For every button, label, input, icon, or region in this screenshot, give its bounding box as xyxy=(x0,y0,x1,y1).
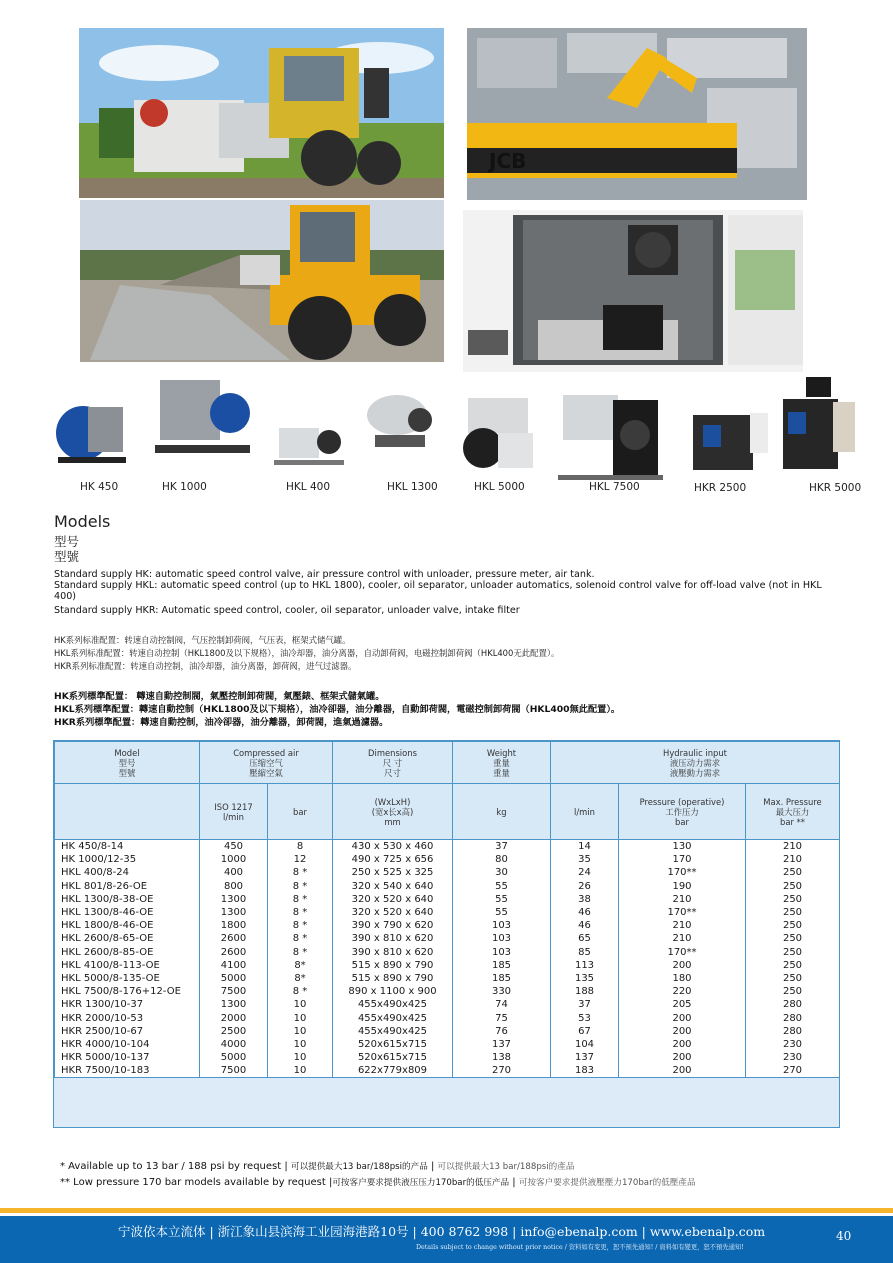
hkr5000-product-image xyxy=(778,377,860,477)
table-cell: 170** xyxy=(619,946,746,959)
footnote-170bar: ** Low pressure 170 bar models available by request |可按客户要求提供液压压力170bar的低压产品 | 可按客户要求提供液壓壓力170bar的低壓產品 xyxy=(60,1177,696,1188)
table-cell: 320 x 520 x 640 xyxy=(333,893,453,906)
product-label-hkr5000: HKR 5000 xyxy=(809,482,862,494)
table-cell: 76 xyxy=(453,1025,551,1038)
table-cell: 46 xyxy=(551,906,619,919)
svg-text:JCB: JCB xyxy=(489,149,527,173)
model-cell: HKR 2000/10-53 xyxy=(55,1011,200,1024)
table-cell: 8 * xyxy=(268,866,333,879)
table-cell: 65 xyxy=(551,932,619,945)
table-cell: 800 xyxy=(200,880,268,893)
table-cell: 188 xyxy=(551,985,619,998)
table-cell: 210 xyxy=(619,893,746,906)
table-cell: 74 xyxy=(453,998,551,1011)
table-cell: 390 x 810 x 620 xyxy=(333,946,453,959)
table-cell: 280 xyxy=(746,998,840,1011)
standard-supply-hkl: Standard supply HKL: automatic speed control (up to HKL 1800), cooler, oil separator, unloader automatics, solenoid control valve for off-load valve (not in HKL 400) xyxy=(54,580,822,603)
table-cell: 250 xyxy=(746,932,840,945)
table-cell: 250 xyxy=(746,959,840,972)
table-cell: 75 xyxy=(453,1011,551,1024)
header-model-blank xyxy=(55,784,200,840)
standard-supply-hkr-cn-simplified: HKR系列标准配置：转速自动控制，油冷却器，油分离器，卸荷阀，进气过滤器。 xyxy=(54,661,357,671)
product-label-hkl5000: HKL 5000 xyxy=(474,481,525,493)
table-cell: 8* xyxy=(268,959,333,972)
table-cell: 170 xyxy=(619,853,746,866)
model-cell: HKR 4000/10-104 xyxy=(55,1038,200,1051)
table-cell: 24 xyxy=(551,866,619,879)
table-cell: 185 xyxy=(453,972,551,985)
table-cell: 220 xyxy=(619,985,746,998)
table-cell: 520x615x715 xyxy=(333,1051,453,1064)
models-heading-cn-simplified: 型号 xyxy=(54,534,80,549)
table-cell: 270 xyxy=(746,1064,840,1078)
specification-table xyxy=(53,740,840,1128)
table-cell: 200 xyxy=(619,1051,746,1064)
table-cell: 80 xyxy=(453,853,551,866)
table-row xyxy=(55,880,840,893)
table-row xyxy=(55,1051,840,1064)
header-bar: bar xyxy=(268,784,333,840)
header-max-pressure: Max. Pressure 最大压力 bar ** xyxy=(746,784,840,840)
table-cell: 250 xyxy=(746,880,840,893)
table-cell: 37 xyxy=(453,840,551,854)
table-cell: 250 x 525 x 325 xyxy=(333,866,453,879)
table-cell: 450 xyxy=(200,840,268,854)
model-cell: HKR 2500/10-67 xyxy=(55,1025,200,1038)
table-cell: 190 xyxy=(619,880,746,893)
model-cell: HKL 1300/8-46-OE xyxy=(55,906,200,919)
table-cell: 138 xyxy=(453,1051,551,1064)
table-cell: 250 xyxy=(746,972,840,985)
table-cell: 200 xyxy=(619,1038,746,1051)
footnote-13bar: * Available up to 13 bar / 188 psi by request | 可以提供最大13 bar/188psi的产品 | 可以提供最大13 bar/188psi的產品 xyxy=(60,1161,575,1172)
table-cell: 250 xyxy=(746,946,840,959)
table-cell: 55 xyxy=(453,880,551,893)
table-cell: 14 xyxy=(551,840,619,854)
table-cell: 135 xyxy=(551,972,619,985)
table-cell: 250 xyxy=(746,893,840,906)
table-cell: 250 xyxy=(746,985,840,998)
table-cell: 103 xyxy=(453,932,551,945)
table-cell: 455x490x425 xyxy=(333,1025,453,1038)
table-cell: 4000 xyxy=(200,1038,268,1051)
standard-supply-hkl-cn-traditional: HKL系列標準配置：轉速自動控制（HKL1800及以下規格），油冷卻器，油分離器，自動卸荷閥，電磁控制卸荷閥（HKL400無此配置）。 xyxy=(54,704,621,715)
product-label-hkr2500: HKR 2500 xyxy=(694,482,747,494)
product-label-hkl400: HKL 400 xyxy=(286,481,331,493)
table-cell: 622x779x809 xyxy=(333,1064,453,1078)
table-row xyxy=(55,866,840,879)
table-cell: 515 x 890 x 790 xyxy=(333,959,453,972)
table-row xyxy=(55,893,840,906)
table-cell: 183 xyxy=(551,1064,619,1078)
table-row xyxy=(55,972,840,985)
model-cell: HKL 801/8-26-OE xyxy=(55,880,200,893)
table-cell: 10 xyxy=(268,998,333,1011)
table-cell: 455x490x425 xyxy=(333,998,453,1011)
table-cell: 320 x 540 x 640 xyxy=(333,880,453,893)
standard-supply-hkl-cn-simplified: HKL系列标准配置：转速自动控制（HKL1800及以下规格），油冷却器，油分离器，自动卸荷阀，电磁控制卸荷阀（HKL400无此配置）。 xyxy=(54,648,560,658)
table-cell: 515 x 890 x 790 xyxy=(333,972,453,985)
table-cell: 26 xyxy=(551,880,619,893)
header-lmin: l/min xyxy=(551,784,619,840)
table-cell: 390 x 790 x 620 xyxy=(333,919,453,932)
table-cell: 8 * xyxy=(268,985,333,998)
table-cell: 400 xyxy=(200,866,268,879)
footer-contact: 宁波依本立流体 | 浙江象山县滨海工业园海港路10号 | 400 8762 998 | info@ebenalp.com | www.ebenalp.com xyxy=(118,1224,766,1239)
hk450-product-image xyxy=(53,395,128,465)
table-cell: 230 xyxy=(746,1038,840,1051)
model-cell: HKR 7500/10-183 xyxy=(55,1064,200,1078)
table-cell: 137 xyxy=(551,1051,619,1064)
hkl400-product-image xyxy=(274,420,344,468)
model-cell: HKL 2600/8-85-OE xyxy=(55,946,200,959)
models-heading: Models xyxy=(54,512,111,531)
table-cell: 170** xyxy=(619,866,746,879)
table-cell: 320 x 520 x 640 xyxy=(333,906,453,919)
table-cell: 8 * xyxy=(268,946,333,959)
header-hydraulic-input: Hydraulic input 液压动力需求 液壓動力需求 xyxy=(551,742,840,784)
models-heading-cn-traditional: 型號 xyxy=(54,549,80,564)
table-cell: 1000 xyxy=(200,853,268,866)
table-cell: 210 xyxy=(746,840,840,854)
standard-supply-hkr: Standard supply HKR: Automatic speed control, cooler, oil separator, unloader valve, intake filter xyxy=(54,605,520,616)
table-cell: 270 xyxy=(453,1064,551,1078)
table-cell: 37 xyxy=(551,998,619,1011)
table-cell: 890 x 1100 x 900 xyxy=(333,985,453,998)
product-label-hk1000: HK 1000 xyxy=(162,481,207,493)
table-cell: 55 xyxy=(453,893,551,906)
model-cell: HKL 7500/8-176+12-OE xyxy=(55,985,200,998)
table-row xyxy=(55,919,840,932)
table-cell: 2500 xyxy=(200,1025,268,1038)
table-cell: 200 xyxy=(619,1011,746,1024)
table-cell: 30 xyxy=(453,866,551,879)
table-cell: 250 xyxy=(746,906,840,919)
table-cell: 330 xyxy=(453,985,551,998)
table-cell: 35 xyxy=(551,853,619,866)
model-cell: HKL 2600/8-65-OE xyxy=(55,932,200,945)
table-cell: 185 xyxy=(453,959,551,972)
model-cell: HK 450/8-14 xyxy=(55,840,200,854)
wheel-loader-photo xyxy=(80,200,444,362)
table-cell: 7500 xyxy=(200,985,268,998)
table-cell: 103 xyxy=(453,946,551,959)
table-cell: 1300 xyxy=(200,906,268,919)
standard-supply-hkr-cn-traditional: HKR系列標準配置：轉速自動控制，油冷卻器，油分離器，卸荷閥，進氣過濾器。 xyxy=(54,717,389,728)
table-cell: 5000 xyxy=(200,1051,268,1064)
table-cell: 46 xyxy=(551,919,619,932)
table-cell: 8 * xyxy=(268,932,333,945)
product-label-hk450: HK 450 xyxy=(80,481,119,493)
model-cell: HKL 1800/8-46-OE xyxy=(55,919,200,932)
table-cell: 103 xyxy=(453,919,551,932)
table-cell: 10 xyxy=(268,1025,333,1038)
table-row xyxy=(55,946,840,959)
hk1000-product-image xyxy=(155,375,250,455)
standard-supply-hk-cn-simplified: HK系列标准配置：转速自动控制阀，气压控制卸荷阀，气压表，框架式储气罐。 xyxy=(54,635,351,645)
table-cell: 520x615x715 xyxy=(333,1038,453,1051)
van-interior-photo xyxy=(463,210,803,372)
table-cell: 10 xyxy=(268,1038,333,1051)
table-cell: 210 xyxy=(746,853,840,866)
table-cell: 4100 xyxy=(200,959,268,972)
table-cell: 230 xyxy=(746,1051,840,1064)
excavator-photo xyxy=(467,28,807,200)
hkl1300-product-image xyxy=(365,390,435,450)
table-row xyxy=(55,906,840,919)
table-cell: 10 xyxy=(268,1011,333,1024)
hkl5000-product-image xyxy=(458,393,538,473)
header-dimension-unit: (WxLxH) (宽x长x高) mm xyxy=(333,784,453,840)
table-cell: 10 xyxy=(268,1064,333,1078)
model-cell: HKR 1300/10-37 xyxy=(55,998,200,1011)
table-cell: 2000 xyxy=(200,1011,268,1024)
table-cell: 8 * xyxy=(268,880,333,893)
product-label-hkl1300: HKL 1300 xyxy=(387,481,438,493)
tractor-rail-photo xyxy=(79,28,444,198)
header-pressure-operative: Pressure (operative) 工作压力 bar xyxy=(619,784,746,840)
model-cell: HKL 4100/8-113-OE xyxy=(55,959,200,972)
table-cell: 170** xyxy=(619,906,746,919)
table-row xyxy=(55,1025,840,1038)
page-number: 40 xyxy=(836,1229,852,1243)
table-cell: 205 xyxy=(619,998,746,1011)
table-cell: 67 xyxy=(551,1025,619,1038)
header-compressed-air: Compressed air 压缩空气 壓縮空氣 xyxy=(200,742,333,784)
table-row xyxy=(55,932,840,945)
table-cell: 113 xyxy=(551,959,619,972)
table-row xyxy=(55,959,840,972)
table-cell: 8 * xyxy=(268,919,333,932)
table-cell: 280 xyxy=(746,1011,840,1024)
table-cell: 200 xyxy=(619,1025,746,1038)
table-cell: 5000 xyxy=(200,972,268,985)
table-cell: 2600 xyxy=(200,932,268,945)
product-label-hkl7500: HKL 7500 xyxy=(589,481,640,493)
model-cell: HKL 1300/8-38-OE xyxy=(55,893,200,906)
table-cell: 38 xyxy=(551,893,619,906)
table-cell: 490 x 725 x 656 xyxy=(333,853,453,866)
table-cell: 210 xyxy=(619,932,746,945)
table-cell: 130 xyxy=(619,840,746,854)
table-cell: 8 xyxy=(268,840,333,854)
model-cell: HKL 5000/8-135-OE xyxy=(55,972,200,985)
table-cell: 280 xyxy=(746,1025,840,1038)
table-cell: 200 xyxy=(619,959,746,972)
table-cell: 2600 xyxy=(200,946,268,959)
table-cell: 1300 xyxy=(200,893,268,906)
table-row xyxy=(55,1011,840,1024)
table-cell: 55 xyxy=(453,906,551,919)
table-cell: 1800 xyxy=(200,919,268,932)
model-cell: HKL 400/8-24 xyxy=(55,866,200,879)
header-model: Model 型号 型號 xyxy=(55,742,200,784)
header-weight: Weight 重量 重量 xyxy=(453,742,551,784)
table-cell: 1300 xyxy=(200,998,268,1011)
table-cell: 8* xyxy=(268,972,333,985)
table-row xyxy=(55,853,840,866)
table-cell: 210 xyxy=(619,919,746,932)
table-row xyxy=(55,998,840,1011)
table-cell: 10 xyxy=(268,1051,333,1064)
footer-disclaimer: Details subject to change without prior notice / 资料如有变更，恕不预先通知! / 資料如有變更，恕不預先通知! xyxy=(416,1244,744,1251)
table-cell: 8 * xyxy=(268,906,333,919)
table-row xyxy=(55,985,840,998)
table-cell: 180 xyxy=(619,972,746,985)
standard-supply-hk: Standard supply HK: automatic speed control valve, air pressure control with unloader, pressure meter, air tank. xyxy=(54,569,595,580)
footer-rule xyxy=(0,1208,893,1213)
table-cell: 200 xyxy=(619,1064,746,1078)
table-cell: 455x490x425 xyxy=(333,1011,453,1024)
table-cell: 7500 xyxy=(200,1064,268,1078)
table-cell: 53 xyxy=(551,1011,619,1024)
table-cell: 104 xyxy=(551,1038,619,1051)
header-kg: kg xyxy=(453,784,551,840)
table-cell: 390 x 810 x 620 xyxy=(333,932,453,945)
model-cell: HK 1000/12-35 xyxy=(55,853,200,866)
table-row xyxy=(55,840,840,854)
hkl7500-product-image xyxy=(558,390,663,482)
header-iso: ISO 1217 l/min xyxy=(200,784,268,840)
table-cell: 430 x 530 x 460 xyxy=(333,840,453,854)
table-cell: 85 xyxy=(551,946,619,959)
table-cell: 137 xyxy=(453,1038,551,1051)
table-row xyxy=(55,1064,840,1078)
hkr2500-product-image xyxy=(688,405,770,480)
standard-supply-hk-cn-traditional: HK系列標準配置： 轉速自動控制閥，氣壓控制卸荷閥，氣壓錶、框架式儲氣罐。 xyxy=(54,691,385,702)
header-dimensions: Dimensions 尺 寸 尺寸 xyxy=(333,742,453,784)
table-cell: 8 * xyxy=(268,893,333,906)
table-row xyxy=(55,1038,840,1051)
table-cell: 12 xyxy=(268,853,333,866)
table-cell: 250 xyxy=(746,866,840,879)
model-cell: HKR 5000/10-137 xyxy=(55,1051,200,1064)
table-cell: 250 xyxy=(746,919,840,932)
